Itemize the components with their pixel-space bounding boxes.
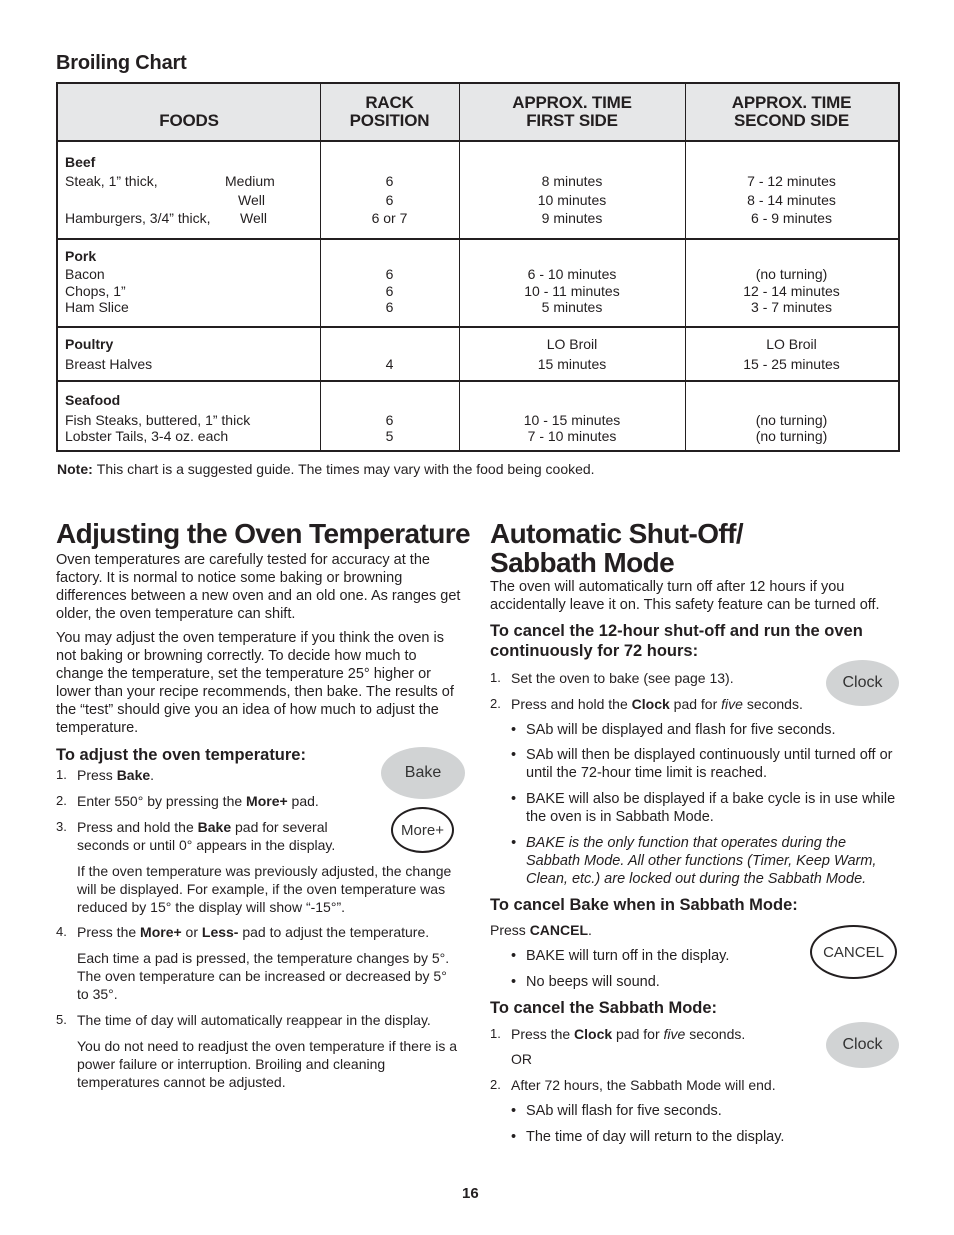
rack-cell: 4 <box>385 356 394 372</box>
adjust-step-5-detail: You do not need to readjust the oven temperature if there is a power failure or interruption. Broiling and cleaning temperatures cannot be adjusted. <box>77 1038 458 1090</box>
row-divider <box>58 380 898 382</box>
adjust-step-3-detail: If the oven temperature was previously adjusted, the change will be displayed. For example, if the oven temperature was reduced by 15° the display will show “-15°”. <box>77 863 452 915</box>
rack-cell: 6 <box>385 299 394 315</box>
second-side-cell: (no turning) <box>755 266 828 282</box>
row-divider <box>58 326 898 328</box>
row-divider <box>58 238 898 240</box>
rack-cell: 5 <box>385 428 394 444</box>
adjust-subtitle: To adjust the oven temperature: <box>56 746 306 764</box>
first-side-cell: 7 - 10 minutes <box>527 428 617 444</box>
group-title-beef: Beef <box>65 154 96 170</box>
bake-pad-icon: Bake <box>381 747 465 799</box>
group-title-poultry: Poultry <box>65 336 114 352</box>
adjust-step-4: 4. Press the More+ or Less- pad to adjust the temperature. <box>56 924 430 940</box>
sabbath-intro: The oven will automatically turn off after 12 hours if you accidentally leave it on. This safety feature can be turned off. <box>490 579 880 613</box>
doneness-cell: Well <box>240 210 267 226</box>
adjust-step-4-detail: Each time a pad is pressed, the temperature changes by 5°. The oven temperature can be increased or decreased by 5° to 35°. <box>77 950 450 1002</box>
header-rack-position: RACK POSITION <box>349 93 430 130</box>
adjust-paragraph-1: Oven temperatures are carefully tested for accuracy at the factory. It is normal to notice some baking or browning differences between a new oven and an old one. As ranges get older, the oven temperature can shift. <box>56 552 461 622</box>
rack-cell: 6 <box>385 192 394 208</box>
first-side-cell: LO Broil <box>546 336 598 352</box>
rack-cell: 6 <box>385 412 394 428</box>
list-item: • No beeps will sound. <box>511 974 660 990</box>
second-side-cell: 3 - 7 minutes <box>751 299 832 315</box>
adjust-paragraph-2: You may adjust the oven temperature if you think the oven is not baking or browning correctly. To decide how much to change the temperature, set the temperature 25° higher or lower than your recipe recommends, then bake. The results of the “test” should give you an idea of how much to adjust the temperature. <box>56 630 454 736</box>
adjust-step-1: 1. Press Bake. <box>56 767 155 783</box>
broiling-chart-table <box>56 82 900 452</box>
sabbath-subtitle-cancel-bake: To cancel Bake when in Sabbath Mode: <box>490 896 798 914</box>
doneness-cell: Well <box>238 192 265 208</box>
sabbath-subtitle-cancel-shutoff: To cancel the 12-hour shut-off and run the oven continuously for 72 hours: <box>490 622 863 660</box>
list-item: • SAb will then be displayed continuously until turned off or until the 72-hour time limit is reached. <box>511 747 893 781</box>
food-cell: Bacon <box>65 266 105 282</box>
food-cell: Hamburgers, 3/4” thick, <box>65 210 211 226</box>
chart-note <box>57 461 595 477</box>
list-item: • SAb will flash for five seconds. <box>511 1103 722 1119</box>
broiling-chart-title: Broiling Chart <box>56 52 187 74</box>
group-title-seafood: Seafood <box>65 392 121 408</box>
cancel-step-2: 2. After 72 hours, the Sabbath Mode will end. <box>490 1077 776 1093</box>
doneness-cell: Medium <box>225 173 275 189</box>
food-cell: Breast Halves <box>65 356 153 372</box>
first-side-cell: 5 minutes <box>541 299 603 315</box>
list-item: • BAKE will also be displayed if a bake cycle is in use while the oven is in Sabbath Mode. <box>511 791 896 825</box>
note-text: This chart is a suggested guide. The times may vary with the food being cooked. <box>96 461 595 477</box>
rack-cell: 6 or 7 <box>371 210 408 226</box>
group-title-pork: Pork <box>65 248 97 264</box>
food-cell: Fish Steaks, buttered, 1” thick <box>65 412 251 428</box>
second-side-cell: LO Broil <box>766 336 817 352</box>
list-item: • The time of day will return to the display. <box>511 1129 785 1145</box>
second-side-cell: 8 - 14 minutes <box>747 192 836 208</box>
cancel-step-1: 1. Press the Clock pad for five seconds. <box>490 1026 746 1042</box>
second-side-cell: (no turning) <box>755 412 828 428</box>
more-plus-pad-icon: More+ <box>391 807 454 853</box>
or-text: OR <box>511 1051 532 1067</box>
rack-cell: 6 <box>385 266 394 282</box>
sabbath-step-2: 2. Press and hold the Clock pad for five seconds. <box>490 696 803 712</box>
header-foods: FOODS <box>159 111 219 130</box>
clock-pad-icon: Clock <box>826 660 899 706</box>
page-number: 16 <box>462 1185 479 1202</box>
first-side-cell: 10 - 15 minutes <box>523 412 621 428</box>
clock-pad-icon: Clock <box>826 1022 899 1068</box>
list-item-italic-note: • BAKE is the only function that operates during the Sabbath Mode. All other functions (Timer, Keep Warm, Clean, etc.) are locked out during the Sabbath Mode. <box>511 835 877 887</box>
food-cell: Ham Slice <box>65 299 129 315</box>
adjust-step-5: 5. The time of day will automatically reappear in the display. <box>56 1012 431 1028</box>
sabbath-section-title: Automatic Shut-Off/ Sabbath Mode <box>490 518 744 578</box>
first-side-cell: 10 - 11 minutes <box>524 283 620 299</box>
second-side-cell: 7 - 12 minutes <box>747 173 836 189</box>
second-side-cell: (no turning) <box>755 428 828 444</box>
second-side-cell: 15 - 25 minutes <box>743 356 840 372</box>
food-cell: Chops, 1” <box>65 283 126 299</box>
list-item: • BAKE will turn off in the display. <box>511 948 730 964</box>
food-cell: Lobster Tails, 3-4 oz. each <box>65 428 229 444</box>
note-label: Note: <box>57 461 93 477</box>
cancel-pad-icon: CANCEL <box>810 925 897 979</box>
header-second-side: APPROX. TIME SECOND SIDE <box>731 93 852 130</box>
press-cancel-text: Press CANCEL. <box>490 922 592 938</box>
first-side-cell: 9 minutes <box>541 210 603 226</box>
food-cell: Steak, 1” thick, <box>65 173 158 189</box>
sabbath-subtitle-cancel-mode: To cancel the Sabbath Mode: <box>490 999 718 1017</box>
adjust-step-3: 3. Press and hold the Bake pad for several seconds or until 0° appears in the display. <box>56 819 336 853</box>
header-first-side: APPROX. TIME FIRST SIDE <box>512 93 632 130</box>
sabbath-step-1: 1. Set the oven to bake (see page 13). <box>490 670 734 686</box>
first-side-cell: 8 minutes <box>541 173 603 189</box>
adjust-section-title: Adjusting the Oven Temperature <box>56 518 470 549</box>
first-side-cell: 15 minutes <box>537 356 607 372</box>
adjust-step-2: 2. Enter 550° by pressing the More+ pad. <box>56 793 319 809</box>
first-side-cell: 6 - 10 minutes <box>527 266 617 282</box>
rack-cell: 6 <box>385 283 394 299</box>
second-side-cell: 6 - 9 minutes <box>751 210 832 226</box>
first-side-cell: 10 minutes <box>537 192 607 208</box>
list-item: • SAb will be displayed and flash for five seconds. <box>511 722 836 738</box>
second-side-cell: 12 - 14 minutes <box>743 283 840 299</box>
rack-cell: 6 <box>385 173 394 189</box>
